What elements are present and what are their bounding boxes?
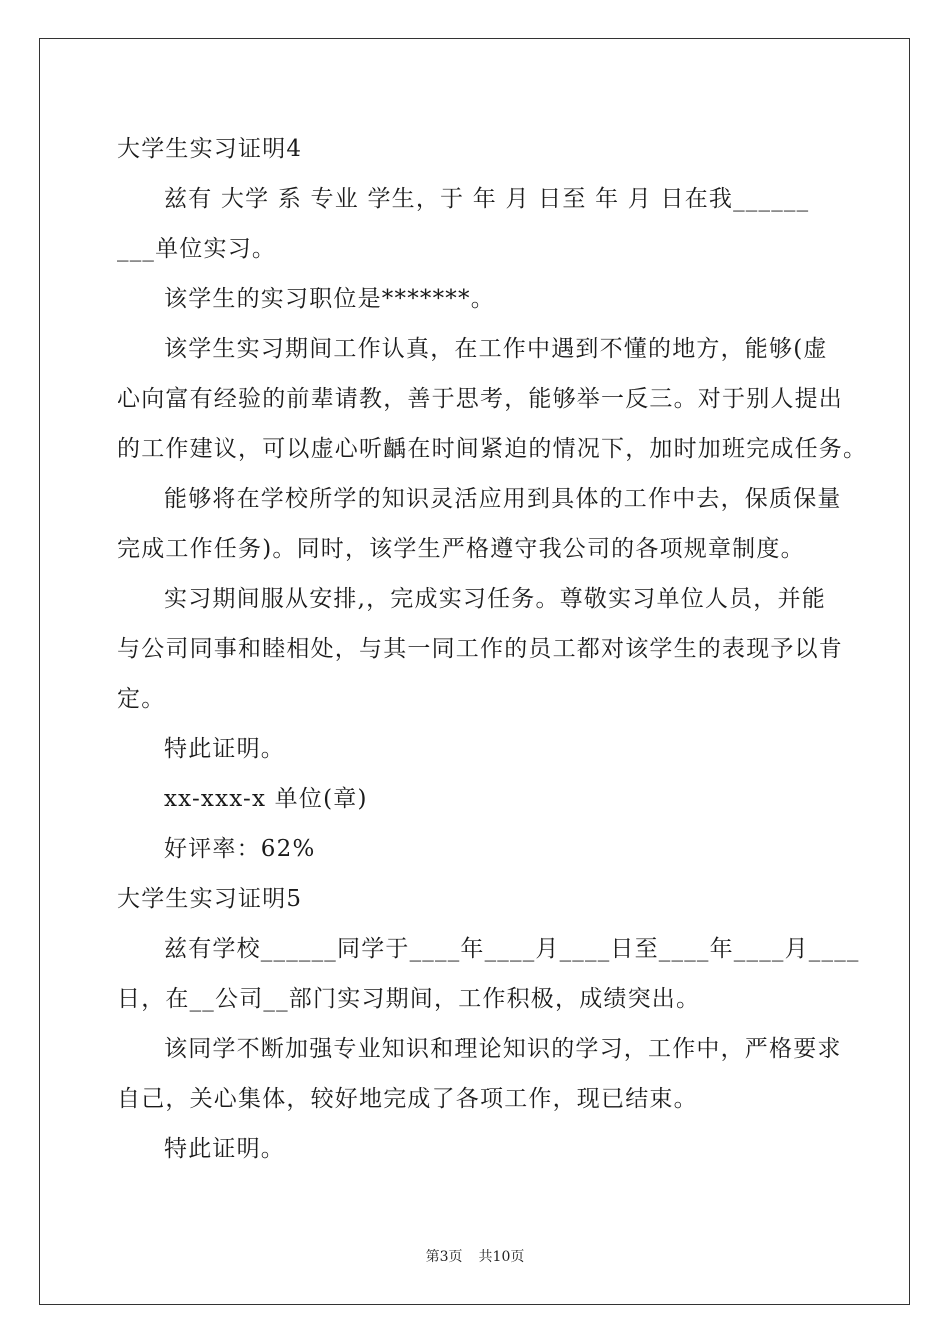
paragraph-line: 兹有学校______同学于____年____月____日至____年____月____ xyxy=(164,936,860,962)
paragraph-line: 兹有 大学 系 专业 学生，于 年 月 日至 年 月 日在我______ xyxy=(164,186,810,212)
paragraph-line: 定。 xyxy=(117,686,166,712)
section-heading: 大学生实习证明4 xyxy=(117,136,303,162)
paragraph-line: 日，在__公司__部门实习期间，工作积极，成绩突出。 xyxy=(117,986,701,1012)
closing-line: 特此证明。 xyxy=(164,1136,285,1162)
paragraph-line: 该同学不断加强专业知识和理论知识的学习，工作中，严格要求 xyxy=(164,1036,842,1062)
page-footer xyxy=(0,1248,950,1266)
document-body xyxy=(117,124,868,1174)
paragraph-line: ___单位实习。 xyxy=(117,236,277,262)
page-total: 共10页 xyxy=(478,1249,525,1265)
paragraph-line: 实习期间服从安排,，完成实习任务。尊敬实习单位人员，并能 xyxy=(164,586,826,612)
paragraph-line: 心向富有经验的前辈请教，善于思考，能够举一反三。对于别人提出 xyxy=(117,386,843,412)
rating-line: 好评率：62% xyxy=(164,836,316,862)
paragraph-line: 与公司同事和睦相处，与其一同工作的员工都对该学生的表现予以肯 xyxy=(117,636,843,662)
page-number: 第3页 xyxy=(425,1249,463,1265)
closing-line: 特此证明。 xyxy=(164,736,285,762)
paragraph-line: 的工作建议，可以虚心听齲在时间紧迫的情况下，加时加班完成任务。 xyxy=(117,436,868,462)
paragraph-line: 该学生的实习职位是*******。 xyxy=(164,286,495,312)
paragraph-line: 完成工作任务)。同时，该学生严格遵守我公司的各项规章制度。 xyxy=(117,536,805,562)
paragraph-line: 自己，关心集体，较好地完成了各项工作，现已结束。 xyxy=(117,1086,698,1112)
signature-line: xx-xxx-x 单位(章) xyxy=(164,786,368,812)
section-heading: 大学生实习证明5 xyxy=(117,886,303,912)
paragraph-line: 能够将在学校所学的知识灵活应用到具体的工作中去，保质保量 xyxy=(164,486,842,512)
paragraph-line: 该学生实习期间工作认真，在工作中遇到不懂的地方，能够(虚 xyxy=(164,336,828,362)
